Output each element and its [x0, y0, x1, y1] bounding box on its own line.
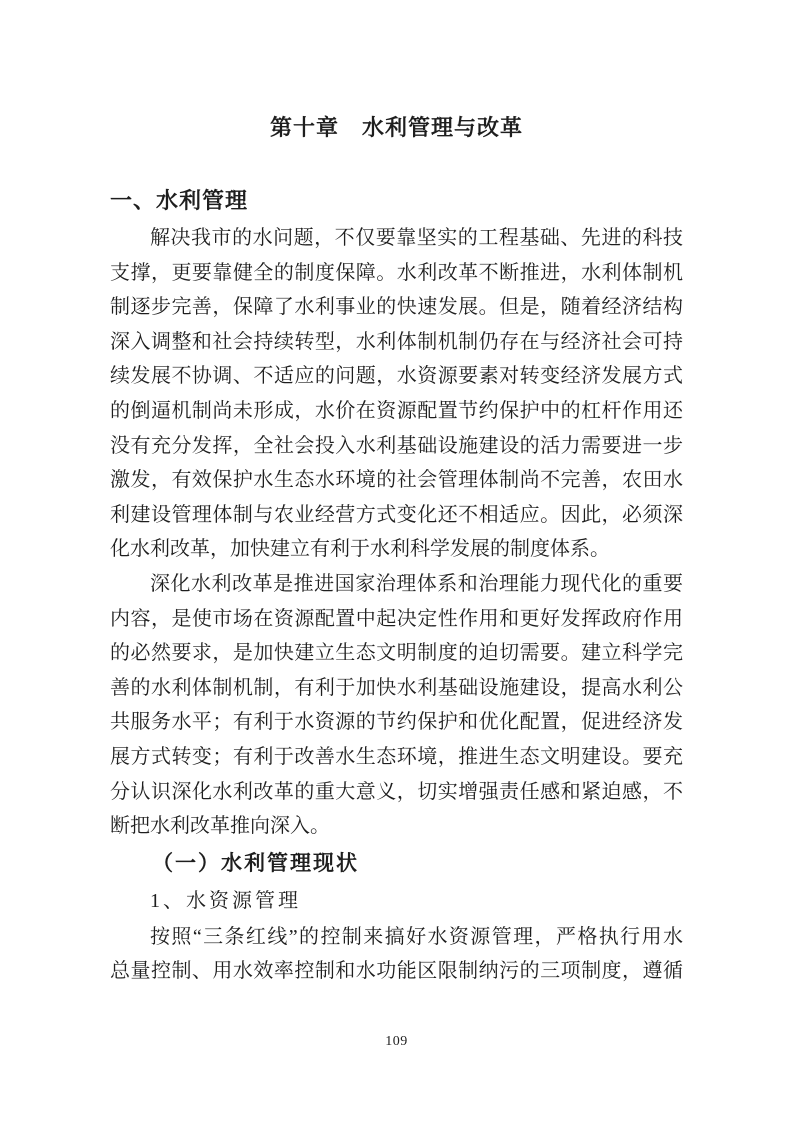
text-line: 的必然要求，是加快建立生态文明制度的迫切需要。建立科学完: [110, 642, 683, 665]
section-heading: 一、水利管理: [110, 188, 249, 213]
text-line: 内容，是使市场在资源配置中起决定性作用和更好发挥政府作用: [110, 607, 683, 630]
text-line: 深入调整和社会持续转型，水利体制机制仍存在与经济社会可持: [110, 330, 683, 353]
text-line: 利建设管理体制与农业经营方式变化还不相适应。因此，必须深: [110, 503, 683, 526]
text-line: 的倒逼机制尚未形成，水价在资源配置节约保护中的杠杆作用还: [110, 399, 683, 422]
text-line: 深化水利改革是推进国家治理体系和治理能力现代化的重要: [150, 572, 683, 595]
text-line: 激发，有效保护水生态水环境的社会管理体制尚不完善，农田水: [110, 469, 683, 492]
text-line: 按照“三条红线”的控制来搞好水资源管理，严格执行用水: [150, 925, 683, 948]
paragraph-3: [110, 920, 683, 989]
text-line: 制逐步完善，保障了水利事业的快速发展。但是，随着经济结构: [110, 296, 683, 319]
text-line: 断把水利改革推向深入。: [110, 815, 330, 838]
text-line: 续发展不协调、不适应的问题，水资源要素对转变经济发展方式: [110, 365, 683, 388]
text-line: 解决我市的水问题，不仅要靠坚实的工程基础、先进的科技: [150, 227, 683, 249]
text-line: 展方式转变；有利于改善水生态环境，推进生态文明建设。要充: [110, 745, 683, 768]
text-line: 没有充分发挥，全社会投入水利基础设施建设的活力需要进一步: [110, 434, 683, 457]
paragraph-2: [110, 567, 683, 844]
subsection-heading: （一）水利管理现状: [152, 850, 359, 875]
text-line: 共服务水平；有利于水资源的节约保护和优化配置，促进经济发: [110, 711, 683, 734]
text-line: 支撑，更要靠健全的制度保障。水利改革不断推进，水利体制机: [110, 261, 683, 284]
chapter-title: 第十章 水利管理与改革: [269, 115, 523, 140]
text-line: 总量控制、用水效率控制和水功能区限制纳污的三项制度，遵循: [110, 960, 683, 983]
text-line: 化水利改革，加快建立有利于水利科学发展的制度体系。: [110, 538, 610, 561]
text-line: 善的水利体制机制，有利于加快水利基础设施建设，提高水利公: [110, 676, 683, 699]
paragraph-1: [110, 221, 683, 567]
numbered-subheading: 1、水资源管理: [150, 889, 301, 912]
page-number: 109: [385, 1034, 408, 1049]
text-line: 分认识深化水利改革的重大意义，切实增强责任感和紧迫感，不: [110, 780, 683, 803]
